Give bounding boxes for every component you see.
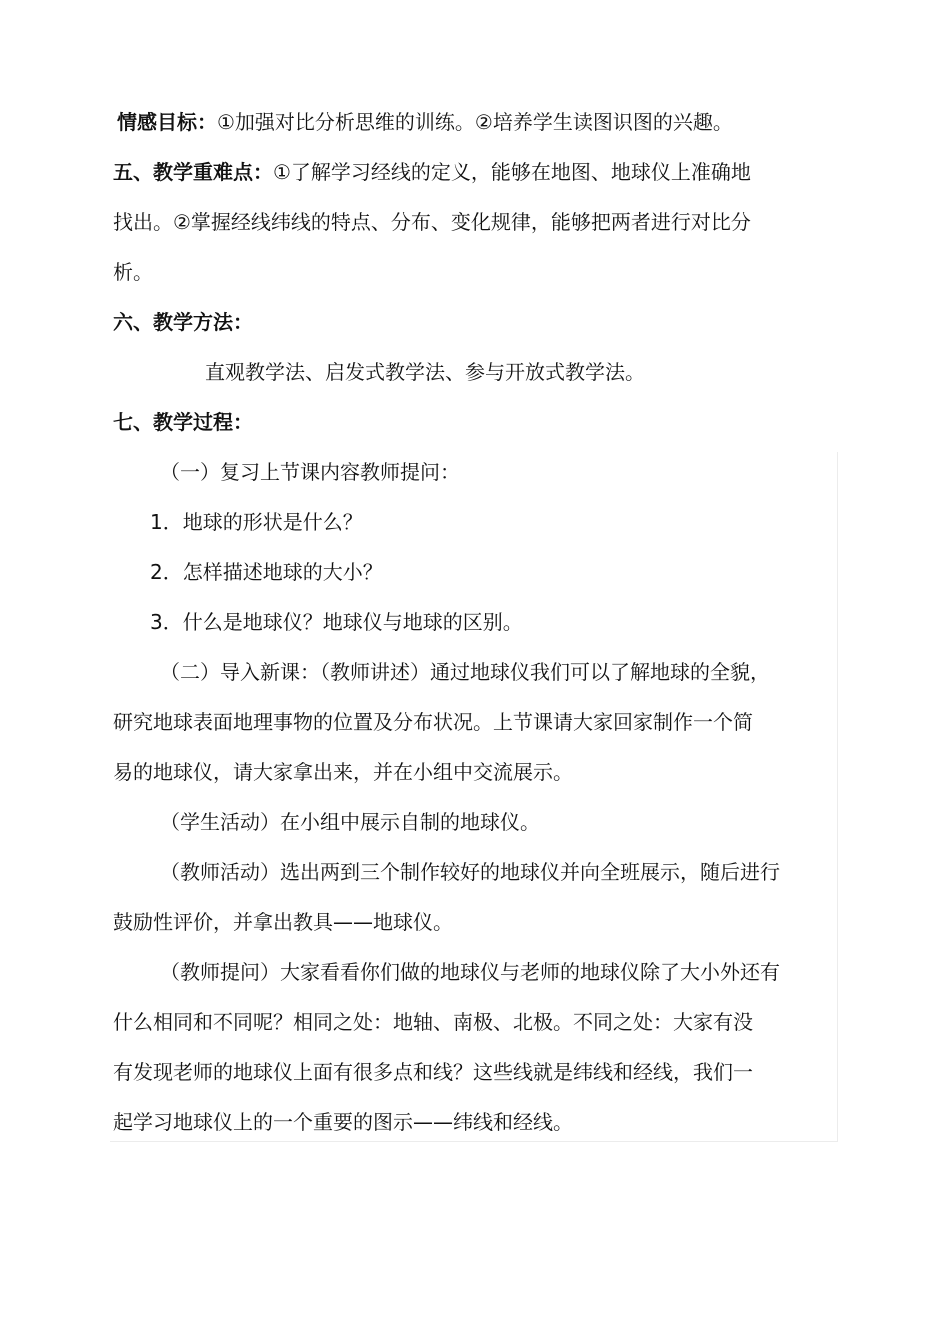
teacher-question-line-4: 起学习地球仪上的一个重要的图示——纬线和经线。 (113, 1110, 573, 1134)
intro-line-3: 易的地球仪，请大家拿出来，并在小组中交流展示。 (113, 760, 573, 784)
key-points-line-2: 找出。②掌握经线纬线的特点、分布、变化规律，能够把两者进行对比分 (113, 210, 751, 234)
process-section-frame (110, 452, 838, 1142)
teaching-methods-heading: 六、教学方法： (113, 310, 253, 334)
teaching-methods-text: 直观教学法、启发式教学法、参与开放式教学法。 (205, 360, 645, 384)
review-intro: （一）复习上节课内容教师提问： (160, 460, 460, 484)
key-points-text-1: ①了解学习经线的定义，能够在地图、地球仪上准确地 (273, 160, 751, 184)
intro-line-2: 研究地球表面地理事物的位置及分布状况。上节课请大家回家制作一个简 (113, 710, 753, 734)
key-points-heading: 五、教学重难点： (113, 160, 273, 184)
teacher-question-line-1: （教师提问）大家看看你们做的地球仪与老师的地球仪除了大小外还有 (160, 960, 780, 984)
key-points-line-3: 析。 (113, 260, 153, 284)
emotion-goal-label: 情感目标： (117, 110, 217, 134)
teacher-activity-line-2: 鼓励性评价，并拿出教具——地球仪。 (113, 910, 453, 934)
teacher-activity-line-1: （教师活动）选出两到三个制作较好的地球仪并向全班展示，随后进行 (160, 860, 780, 884)
question-2: 2．怎样描述地球的大小？ (150, 560, 383, 584)
intro-line-1: （二）导入新课：（教师讲述）通过地球仪我们可以了解地球的全貌， (160, 660, 770, 684)
teaching-process-heading: 七、教学过程： (113, 410, 253, 434)
student-activity: （学生活动）在小组中展示自制的地球仪。 (160, 810, 540, 834)
emotion-goal-line (117, 108, 733, 136)
key-points-line-1 (113, 158, 751, 186)
question-1: 1．地球的形状是什么？ (150, 510, 363, 534)
question-3: 3．什么是地球仪？地球仪与地球的区别。 (150, 610, 523, 634)
teacher-question-line-2: 什么相同和不同呢？相同之处：地轴、南极、北极。不同之处：大家有没 (113, 1010, 753, 1034)
teacher-question-line-3: 有发现老师的地球仪上面有很多点和线？这些线就是纬线和经线，我们一 (113, 1060, 753, 1084)
emotion-goal-text: ①加强对比分析思维的训练。②培养学生读图识图的兴趣。 (217, 110, 733, 134)
